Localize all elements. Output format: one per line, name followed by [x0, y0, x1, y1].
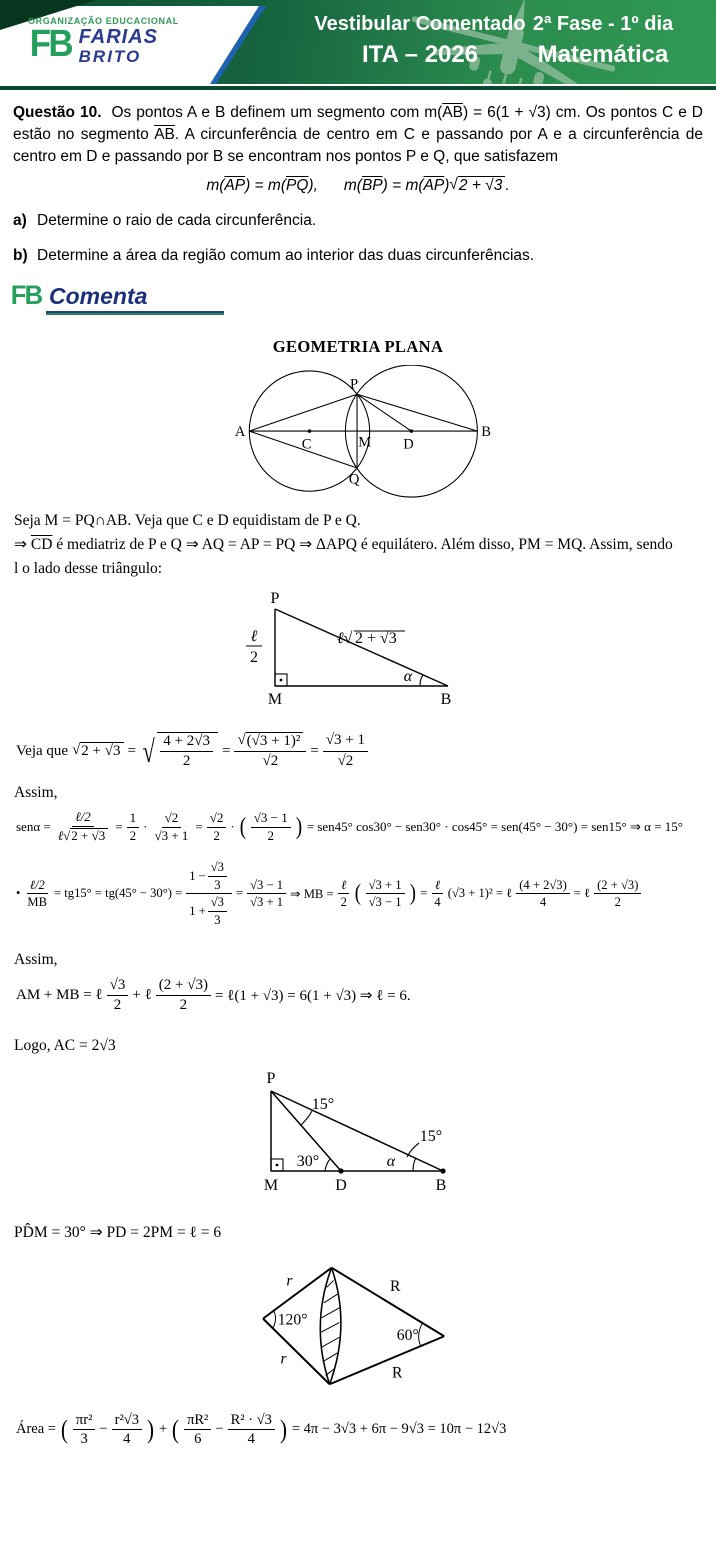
figure-kite-lens — [0, 1254, 716, 1396]
formula-sen-alpha: senα = ℓ/2 ℓ √ 2 + √3 = $\frac{1}{2}$ · $\frac{√2}{√3 + 1}$ = $\frac{√2}{2}$ · ( √3 − 1 2 ) = sen45° cos30° − sen30° · cos45° = sen(45° − 30°) = sen15° ⇒ α = 15° — [14, 810, 702, 844]
hyp-label-radicand: 2 + √3 — [355, 629, 397, 647]
label-A: A — [234, 423, 246, 440]
item-b-text: Determine a área da região comum ao interior das duas circunferências. — [37, 246, 535, 264]
header-title-line1: Vestibular Comentado — [314, 13, 526, 35]
section-title: GEOMETRIA PLANA — [272, 336, 444, 356]
item-a — [13, 211, 703, 232]
header-title-line2: ITA – 2026 — [361, 41, 479, 68]
header-subject — [498, 13, 708, 69]
item-b-label: b) — [13, 246, 28, 264]
label-P: P — [266, 1069, 276, 1087]
radical: √ 2 + √3 — [449, 176, 505, 195]
label-r-top: r — [285, 1271, 293, 1289]
question-formula: m( $\overline{AP}$ ) = m( $\overline{PQ}$ ), m( $\overline{BP}$ ) = m( $\overline{AP}$ ) √ 2 + √3 . — [0, 176, 716, 195]
label-M: M — [267, 690, 283, 708]
label-M: M — [358, 434, 372, 451]
fb-comenta-logo — [10, 279, 716, 315]
pdm-line: PD̂M = 30° ⇒ PD = 2PM = ℓ = 6 — [14, 1223, 222, 1241]
org-label: ORGANIZAÇÃO EDUCACIONAL — [28, 16, 179, 26]
formula-veja-que: Veja que √ 2 + √3 = √ $\frac{4 + 2√3}{2}$ = √ $\frac{\text{(√3 + 1)²}}{√2}$ = $\frac{√3 + 1}{√2}$ — [14, 732, 702, 771]
label-D: D — [403, 436, 414, 453]
solution-para-1: Seja M = PQ∩AB. Veja que C e D equidistam de P e Q. ⇒ $\overline{CD}$ é mediatriz de P e Q ⇒ AQ = AP = PQ ⇒ ΔAPQ é equilátero. Além disso, PM = MQ. Assim, sendo l o lado desse triângulo: — [14, 511, 673, 577]
label-B: B — [435, 1176, 447, 1194]
label-M: M — [263, 1176, 279, 1194]
farias-brito-logo — [28, 16, 179, 65]
question-paragraph: Questão 10. Os pontos A e B definem um segmento com $m(\overline{AB}) = 6(1 + √3)$ cm. Os pontos C e D estão no segmento $\overline{AB}$. A circunferência de centro em C e passando por A e a circunferência de centro em D e passando por B se encontram nos pontos P e Q, que satisfazem — [13, 104, 703, 165]
angle-60: 60° — [396, 1326, 419, 1344]
item-a-text: Determine o raio de cada circunferência. — [37, 212, 317, 229]
item-b — [13, 246, 703, 267]
radical: √ $\frac{4 + 2√3}{2}$ — [140, 732, 218, 771]
label-D: D — [335, 1176, 347, 1194]
hyp-label-prefix: ℓ√ — [337, 629, 353, 647]
label-alpha: α — [403, 667, 413, 685]
label-C: C — [301, 436, 312, 453]
label-P: P — [270, 590, 280, 607]
header-bottom-bar — [0, 86, 716, 90]
fb-comenta-underline — [46, 311, 224, 315]
angle-15-at-B: 15° — [419, 1127, 443, 1145]
label-r-bottom: r — [280, 1350, 287, 1368]
label-B: B — [481, 423, 491, 440]
label-R-top: R — [389, 1277, 400, 1295]
angle-120: 120° — [277, 1311, 307, 1329]
formula-area: Área = ( πr² 3 − $\frac{\text{r²√3}}{4}$ ) + ( πR² 6 − $\frac{\text{R² · √3}}{4}$ ) = 4π − 3√3 + 6π − 9√3 = 10π − 12√3 — [16, 1411, 507, 1448]
label-B: B — [440, 690, 452, 708]
segment-CD-overline: $\overline{CD}$ — [30, 535, 53, 553]
segment-AB-overline: $\overline{AB}$ — [442, 104, 463, 121]
question-label: Questão 10. — [13, 104, 102, 121]
header-phase: 2ª Fase - 1º dia — [532, 13, 674, 35]
label-R-bottom: R — [391, 1364, 402, 1382]
figure-triangle-PMB — [0, 591, 716, 716]
figure-triangle-PMDB — [0, 1069, 716, 1209]
header-discipline: Matemática — [537, 41, 669, 68]
fb-logo-icon: FB — [29, 23, 71, 65]
formula-mb: • ℓ/2 MB = tg15° = tg(45° − 30°) = 1 − $\frac{√3}{3}$ 1 + $\frac{√3}{3}$ = $\frac{√3 - 1}{√3 + 1}$ ⇒ MB = ℓ 2 ( √3 + 1 √3 − 1 ) = ℓ 4 (√3 + 1)² = ℓ $\frac{(4 + 2√3)}{4}$ = ℓ (2 + √3) 2 — [14, 860, 702, 927]
formula-am-mb: AM + MB = ℓ √3 2 + ℓ $\frac{(2 + √3)}{2}$ = ℓ(1 + √3) = 6(1 + √3) ⇒ ℓ = 6. — [16, 977, 411, 1014]
angle-alpha-at-B: α — [386, 1152, 396, 1170]
header-banner — [0, 0, 716, 84]
radical: √ 2 + √3 — [63, 828, 108, 844]
assim-label-1: Assim, — [14, 784, 58, 802]
angle-30-at-D: 30° — [296, 1152, 320, 1170]
figure-two-circles — [0, 365, 716, 503]
leg-numerator: ℓ — [250, 627, 258, 645]
assim-label-2: Assim, — [14, 951, 58, 969]
question-items — [13, 211, 703, 267]
label-P: P — [350, 376, 359, 393]
fb-comenta-icon: FB — [10, 279, 42, 310]
logo-ac-line: Logo, AC = 2√3 — [14, 1036, 116, 1054]
bottom-spacer — [0, 1448, 716, 1474]
radical: √ 2 + √3 — [72, 742, 123, 760]
item-a-label: a) — [13, 212, 27, 229]
fb-comenta-label: Comenta — [49, 282, 148, 309]
label-Q: Q — [348, 471, 360, 488]
segment-AB-overline: $\overline{AB}$ — [154, 126, 175, 143]
logo-farias: FARIAS — [78, 26, 158, 48]
radical: √ (√3 + 1)² — [237, 732, 303, 750]
leg-denominator: 2 — [250, 648, 258, 666]
angle-15-at-P: 15° — [311, 1095, 335, 1113]
logo-brito: BRITO — [78, 47, 142, 66]
